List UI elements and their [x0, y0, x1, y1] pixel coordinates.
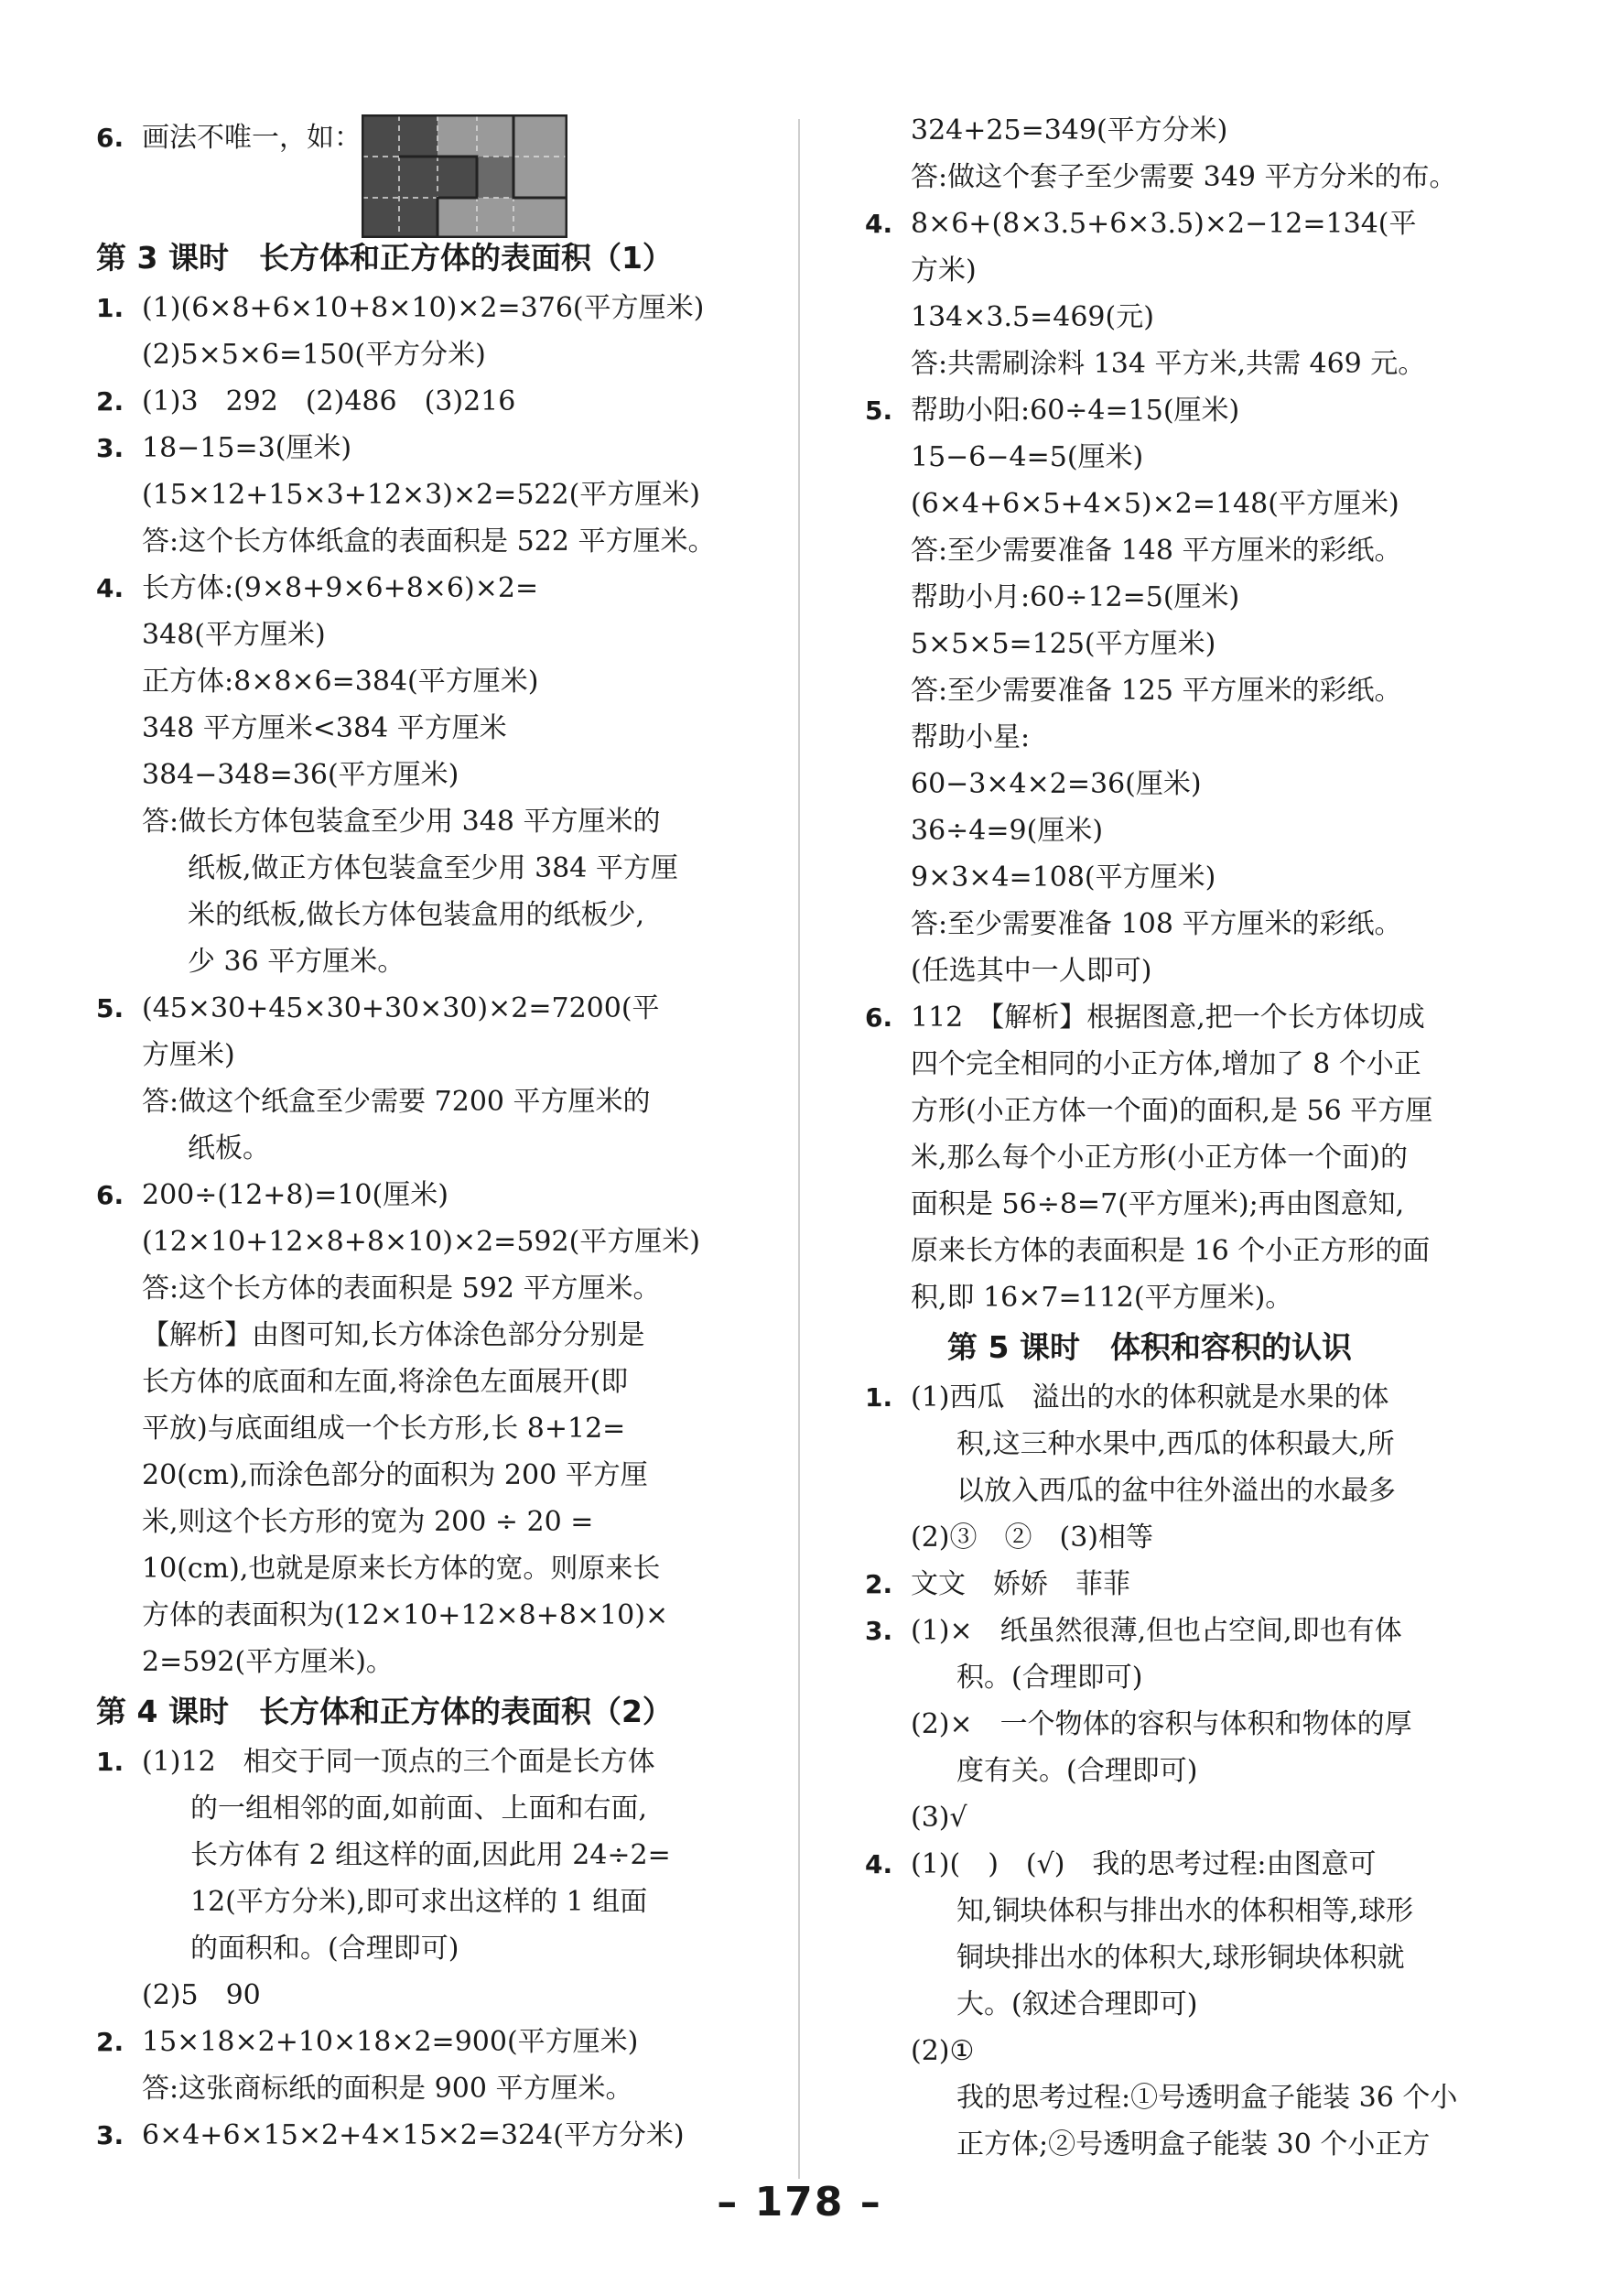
answer-line: [865, 1608, 1510, 1654]
answer-text: 正方体:8×8×6=384(平方厘米): [142, 666, 539, 698]
answer-line: [96, 658, 737, 705]
answer-6-with-figure: [96, 114, 737, 243]
answer-line: [96, 1785, 737, 1832]
answer-text: 20(cm),而涂色部分的面积为 200 平方厘: [142, 1459, 648, 1491]
answer-text: (1)(6×8+6×10+8×10)×2=376(平方厘米): [142, 292, 705, 324]
answer-text: 积,即 16×7=112(平方厘米)。: [911, 1282, 1293, 1314]
answer-line: [96, 1738, 737, 1785]
answer-text: 9×3×4=108(平方厘米): [911, 861, 1216, 893]
answer-text: 12(平方分米),即可求出这样的 1 组面: [190, 1886, 648, 1918]
item-number: 1.: [96, 1747, 124, 1777]
lesson5-heading: 第 5 课时 体积和容积的认识: [947, 1329, 1352, 1365]
answer-line: [96, 471, 737, 518]
answer-line: [96, 1925, 737, 1972]
answer-line: [865, 2028, 1510, 2074]
answer-line: [96, 378, 737, 425]
answer-line: [865, 1274, 1510, 1321]
item-number: 3.: [96, 433, 124, 463]
answer-text: 答:这个长方体纸盒的表面积是 522 平方厘米。: [142, 525, 716, 558]
answer-line: [96, 1545, 737, 1592]
answer-text: 长方体有 2 组这样的面,因此用 24÷2=: [190, 1839, 671, 1871]
answer-text: 少 36 平方厘米。: [188, 946, 405, 978]
answer-text: (1)12 相交于同一顶点的三个面是长方体: [142, 1746, 655, 1778]
answer-text: 348 平方厘米<384 平方厘米: [142, 712, 507, 744]
answer-text: 面积是 56÷8=7(平方厘米);再由图意知,: [911, 1188, 1405, 1220]
column-divider: [798, 119, 800, 2179]
answer-line: [865, 387, 1510, 434]
answer-text: 帮助小月:60÷12=5(厘米): [911, 581, 1240, 613]
answer-line: [96, 1452, 737, 1499]
answer-text: 384−348=36(平方厘米): [142, 759, 459, 791]
answer-line: [865, 1794, 1510, 1841]
item-number: 3.: [865, 1616, 893, 1646]
item-number: 6.: [96, 1180, 124, 1210]
answer-text: (12×10+12×8+8×10)×2=592(平方厘米): [142, 1226, 700, 1258]
answer-text: (2)①: [911, 2035, 975, 2067]
answer-text: 以放入西瓜的盆中往外溢出的水最多: [956, 1475, 1396, 1507]
answer-line: [96, 752, 737, 798]
answer-line: [96, 1218, 737, 1265]
answer-line: [865, 761, 1510, 807]
answer-line: [865, 294, 1510, 341]
answer-line: [96, 938, 737, 985]
item-number: 6.: [865, 1002, 893, 1033]
answer-line: [865, 1888, 1510, 1934]
item-number: 5.: [96, 993, 124, 1023]
item-number: 5.: [865, 395, 893, 426]
answer-line: [865, 854, 1510, 901]
answer-line: [865, 948, 1510, 994]
answer-line: [865, 247, 1510, 294]
answer-text: 长方体:(9×8+9×6+8×6)×2=: [142, 572, 539, 604]
answer-line: [96, 2112, 737, 2159]
answer-text: (1)× 纸虽然很薄,但也占空间,即也有体: [911, 1615, 1402, 1647]
answer-text: 大。(叙述合理即可): [956, 1988, 1198, 2020]
answer-line: [865, 1841, 1510, 1888]
answer-text: (1)( ) (√) 我的思考过程:由图意可: [911, 1848, 1377, 1880]
answer-text: (1)3 292 (2)486 (3)216: [142, 385, 516, 417]
answer-text: 米,则这个长方形的宽为 200 ÷ 20 =: [142, 1506, 594, 1538]
answer-line: [96, 1639, 737, 1685]
item-number: 4.: [865, 1849, 893, 1879]
answer-text: 5×5×5=125(平方厘米): [911, 628, 1216, 660]
answer-text: 度有关。(合理即可): [956, 1755, 1198, 1787]
answer-text: 帮助小阳:60÷4=15(厘米): [911, 395, 1240, 427]
answer-line: [96, 705, 737, 752]
answer-text: (2)5×5×6=150(平方分米): [142, 339, 486, 371]
answer-line: [96, 565, 737, 612]
answer-text: 答:共需刷涂料 134 平方米,共需 469 元。: [911, 348, 1426, 380]
answer-text: 【解析】由图可知,长方体涂色部分分别是: [142, 1319, 645, 1351]
answer-text: 答:这个长方体的表面积是 592 平方厘米。: [142, 1273, 661, 1305]
answer-text: 铜块排出水的体积大,球形铜块体积就: [956, 1942, 1405, 1974]
answer-text: 原来长方体的表面积是 16 个小正方形的面: [911, 1235, 1431, 1267]
answer-text: 答:做这个纸盒至少需要 7200 平方厘米的: [142, 1086, 651, 1118]
answer-line: [865, 200, 1510, 247]
answer-line: [96, 612, 737, 658]
answer-text: 答:至少需要准备 125 平方厘米的彩纸。: [911, 675, 1402, 707]
left-column: [96, 114, 737, 2159]
answer-text: 36÷4=9(厘米): [911, 815, 1104, 847]
answer-line: [96, 1125, 737, 1172]
answer-line: [96, 1265, 737, 1312]
answer-line: [865, 901, 1510, 948]
answer-line: [865, 481, 1510, 527]
answer-text: 四个完全相同的小正方体,增加了 8 个小正: [911, 1048, 1421, 1080]
answer-text: (45×30+45×30+30×30)×2=7200(平: [142, 992, 660, 1024]
answer-text: (15×12+15×3+12×3)×2=522(平方厘米): [142, 479, 700, 511]
answer-text: 答:做这个套子至少需要 349 平方分米的布。: [911, 161, 1457, 193]
answer-text: (2)× 一个物体的容积与体积和物体的厚: [911, 1708, 1412, 1740]
answer-text: 答:至少需要准备 148 平方厘米的彩纸。: [911, 535, 1402, 567]
answer-text: (2)③ ② (3)相等: [911, 1522, 1153, 1554]
answer-text: 我的思考过程:①号透明盒子能装 36 个小: [956, 2082, 1458, 2114]
answer-line: [96, 985, 737, 1032]
answer-line: [865, 2121, 1510, 2168]
answer-text: 知,铜块体积与排出水的体积相等,球形: [956, 1895, 1414, 1927]
answer-text: (2)5 90: [142, 1979, 261, 2011]
answer-line: [865, 621, 1510, 667]
answer-line: [96, 2019, 737, 2065]
lesson3-answers: [96, 285, 737, 1685]
answer-text: 米的纸板,做长方体包装盒用的纸板少,: [188, 899, 645, 931]
answer-line: [96, 798, 737, 845]
answer-line: [865, 1041, 1510, 1088]
answer-text: 方厘米): [142, 1039, 235, 1071]
answer-text: 的一组相邻的面,如前面、上面和右面,: [190, 1792, 648, 1825]
answer-line: [96, 1499, 737, 1545]
unfolded-grid-figure: [362, 114, 567, 238]
answer-text: 200÷(12+8)=10(厘米): [142, 1179, 448, 1211]
answer-line: [865, 1934, 1510, 1981]
answer-line: [865, 667, 1510, 714]
answer-line: [96, 285, 737, 331]
answer-text: 答:这张商标纸的面积是 900 平方厘米。: [142, 2073, 633, 2105]
answer-text: 112 【解析】根据图意,把一个长方体切成: [911, 1002, 1425, 1034]
lesson5-answers: [865, 1374, 1510, 2168]
answer-line: [865, 107, 1510, 154]
answer-text: 方体的表面积为(12×10+12×8+8×10)×: [142, 1599, 669, 1631]
item-number: 1.: [865, 1382, 893, 1413]
answer-line: [96, 1359, 737, 1405]
answer-line: [865, 1981, 1510, 2028]
item-number: 2.: [865, 1569, 893, 1599]
answer-text: 米,那么每个小正方形(小正方体一个面)的: [911, 1142, 1408, 1174]
answer-text: 6×4+6×15×2+4×15×2=324(平方分米): [142, 2119, 685, 2151]
answer-line: [865, 1228, 1510, 1274]
answer-text: 积。(合理即可): [956, 1662, 1143, 1694]
page-number: – 178 –: [717, 2179, 882, 2226]
answer-text: 帮助小星:: [911, 721, 1031, 753]
answer-line: [865, 341, 1510, 387]
answer-text: 答:至少需要准备 108 平方厘米的彩纸。: [911, 908, 1402, 940]
answer-line: [865, 1748, 1510, 1794]
answer-line: [96, 1592, 737, 1639]
continued-answers: [865, 107, 1510, 1321]
answer-line: [96, 1879, 737, 1925]
answer-line: [96, 1405, 737, 1452]
answer-text: (6×4+6×5+4×5)×2=148(平方厘米): [911, 488, 1399, 520]
item-number: 6.: [96, 123, 124, 153]
answer-text: (1)西瓜 溢出的水的体积就是水果的体: [911, 1381, 1389, 1413]
answer-line: [865, 527, 1510, 574]
answer-text: 2=592(平方厘米)。: [142, 1646, 394, 1678]
answer-text: 长方体的底面和左面,将涂色左面展开(即: [142, 1366, 629, 1398]
answer-line: [865, 1181, 1510, 1228]
answer-text: 的面积和。(合理即可): [190, 1933, 459, 1965]
answer-line: [865, 1467, 1510, 1514]
answer-line: [865, 434, 1510, 481]
answer-text: 15−6−4=5(厘米): [911, 441, 1144, 473]
answer-text: 8×6+(8×3.5+6×3.5)×2−12=134(平: [911, 208, 1417, 240]
answer-line: [96, 2065, 737, 2112]
answer-text: (任选其中一人即可): [911, 955, 1152, 987]
answer-text: 60−3×4×2=36(厘米): [911, 768, 1202, 800]
answer-text: 正方体;②号透明盒子能装 30 个小正方: [956, 2128, 1431, 2161]
answer-line: [865, 574, 1510, 621]
answer-text: (3)√: [911, 1802, 967, 1834]
answer-text: 平放)与底面组成一个长方形,长 8+12=: [142, 1413, 626, 1445]
lesson4-answers: [96, 1738, 737, 2159]
answer-text: 18−15=3(厘米): [142, 432, 352, 464]
answer-line: [96, 892, 737, 938]
answer-text: 10(cm),也就是原来长方体的宽。则原来长: [142, 1553, 661, 1585]
answer-text: 方米): [911, 255, 977, 287]
item-number: 1.: [96, 293, 124, 323]
answer-text: 画法不唯一，如：: [142, 122, 362, 154]
answer-line: [96, 1078, 737, 1125]
answer-line: [865, 1374, 1510, 1421]
answer-line: [96, 331, 737, 378]
answer-text: 方形(小正方体一个面)的面积,是 56 平方厘: [911, 1095, 1433, 1127]
answer-text: 纸板,做正方体包装盒至少用 384 平方厘: [188, 852, 678, 884]
answer-line: [865, 1654, 1510, 1701]
item-number: 3.: [96, 2120, 124, 2150]
answer-line: [96, 1032, 737, 1078]
answer-text: 134×3.5=469(元): [911, 301, 1154, 333]
answer-line: [865, 2074, 1510, 2121]
answer-line: [865, 994, 1510, 1041]
answer-text: 答:做长方体包装盒至少用 348 平方厘米的: [142, 806, 661, 838]
answer-text: 积,这三种水果中,西瓜的体积最大,所: [956, 1428, 1395, 1460]
answer-text: 纸板。: [188, 1132, 270, 1164]
answer-text: 文文 娇娇 菲菲: [911, 1568, 1130, 1600]
answer-line: [865, 1561, 1510, 1608]
answer-line: [865, 1421, 1510, 1467]
lesson3-heading: 第 3 课时 长方体和正方体的表面积（1）: [96, 240, 673, 276]
right-column: [865, 114, 1510, 2168]
answer-line: [865, 1088, 1510, 1134]
answer-line: [865, 1514, 1510, 1561]
item-number: 2.: [96, 2027, 124, 2057]
answer-line: [865, 807, 1510, 854]
item-number: 4.: [96, 573, 124, 603]
answer-text: 324+25=349(平方分米): [911, 114, 1228, 146]
answer-line: [96, 1832, 737, 1879]
answer-line: [865, 714, 1510, 761]
answer-line: [96, 1972, 737, 2019]
answer-line: [96, 425, 737, 471]
answer-line: [96, 845, 737, 892]
item-number: 4.: [865, 209, 893, 239]
answer-line: [865, 1134, 1510, 1181]
lesson4-heading: 第 4 课时 长方体和正方体的表面积（2）: [96, 1694, 673, 1729]
answer-text: 348(平方厘米): [142, 619, 326, 651]
answer-line: [96, 1172, 737, 1218]
answer-line: [96, 1312, 737, 1359]
item-number: 2.: [96, 386, 124, 417]
answer-line: [865, 154, 1510, 200]
answer-text: 15×18×2+10×18×2=900(平方厘米): [142, 2026, 639, 2058]
answer-line: [96, 518, 737, 565]
answer-line: [865, 1701, 1510, 1748]
